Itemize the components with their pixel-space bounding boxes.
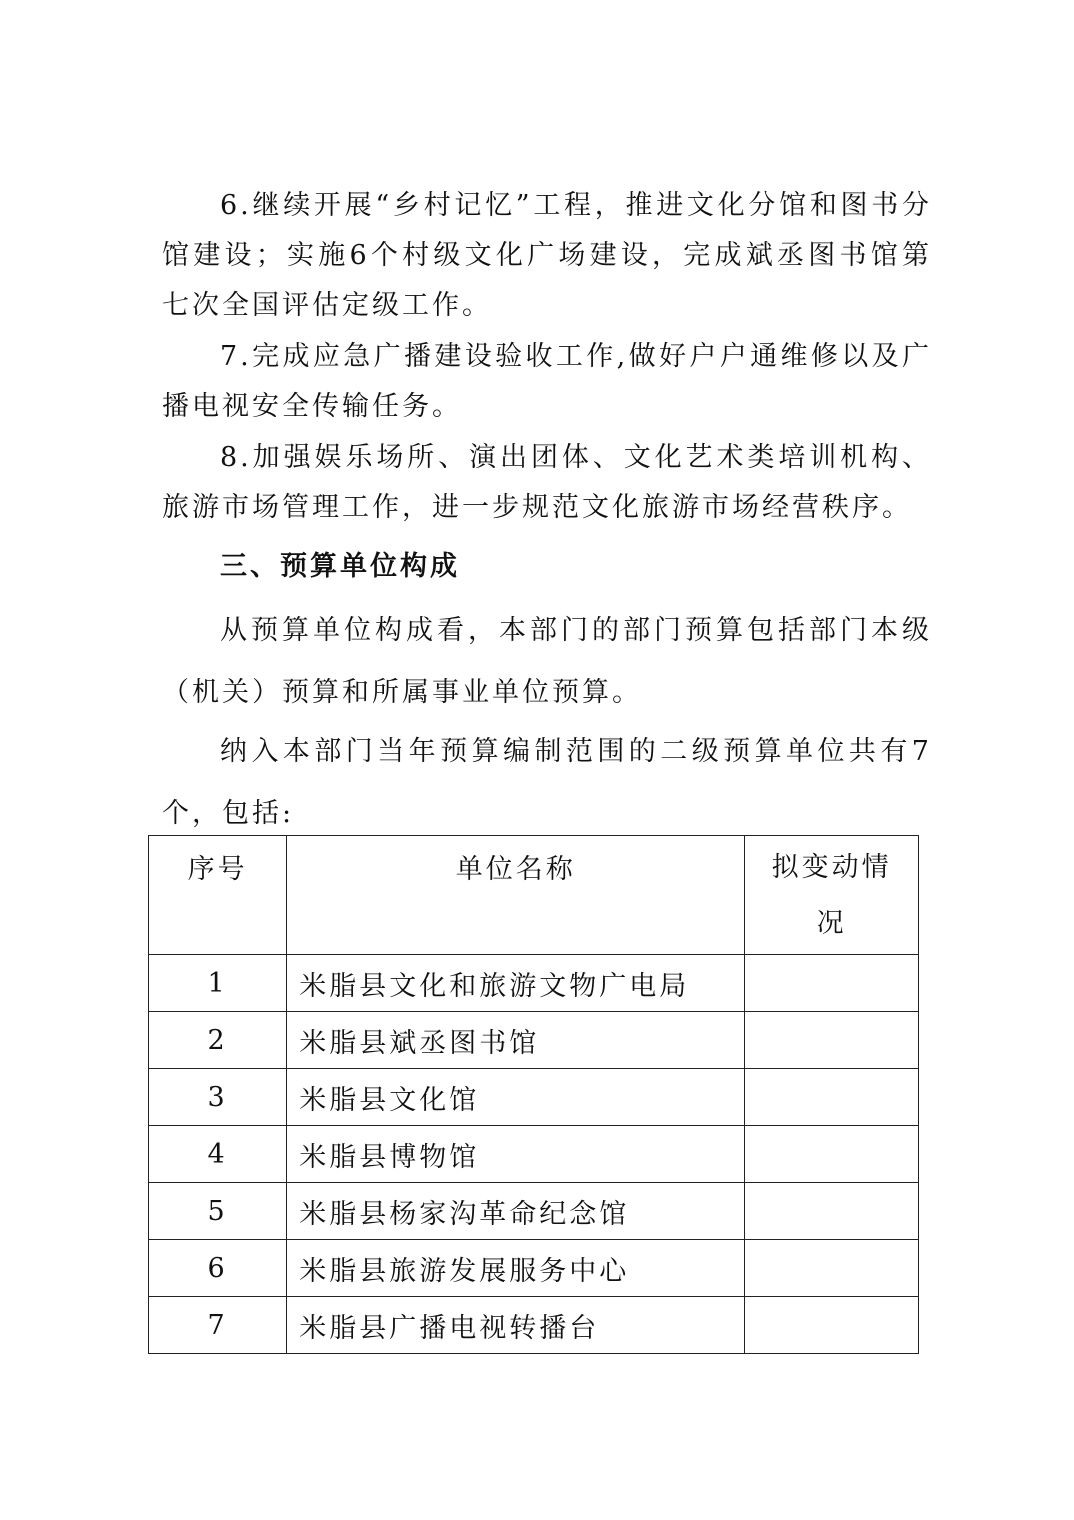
table-row [149,1183,919,1240]
row-planned-change [745,1069,919,1126]
budget-unit-table [148,835,919,1354]
section-heading: 三、预算单位构成 [220,551,460,582]
row-serial-number: 4 [149,1126,287,1183]
row-unit-name: 米脂县文化馆 [287,1069,745,1126]
row-planned-change [745,955,919,1012]
table-row [149,1297,919,1354]
header-serial-number: 序号 [149,836,287,955]
paragraph-item-8: 8.加强娱乐场所、演出团体、文化艺术类培训机构、旅游市场管理工作，进一步规范文化旅游市场经营秩序。 [162,442,932,523]
row-planned-change [745,1126,919,1183]
row-planned-change [745,1297,919,1354]
table-row [149,1126,919,1183]
paragraph-item-7: 7.完成应急广播建设验收工作,做好户户通维修以及广播电视安全传输任务。 [162,341,932,422]
table-row [149,1012,919,1069]
unit-count-paragraph: 纳入本部门当年预算编制范围的二级预算单位共有7个，包括: [162,736,932,829]
row-planned-change [745,1012,919,1069]
row-serial-number: 6 [149,1240,287,1297]
row-unit-name: 米脂县杨家沟革命纪念馆 [287,1183,745,1240]
row-serial-number: 1 [149,955,287,1012]
row-serial-number: 5 [149,1183,287,1240]
table-row [149,1069,919,1126]
row-serial-number: 7 [149,1297,287,1354]
header-planned-change: 拟变动情况 [745,836,919,955]
row-unit-name: 米脂县广播电视转播台 [287,1297,745,1354]
row-planned-change [745,1240,919,1297]
header-unit-name: 单位名称 [287,836,745,955]
composition-paragraph: 从预算单位构成看，本部门的部门预算包括部门本级（机关）预算和所属事业单位预算。 [162,615,932,708]
row-serial-number: 3 [149,1069,287,1126]
row-unit-name: 米脂县博物馆 [287,1126,745,1183]
table-row [149,955,919,1012]
row-unit-name: 米脂县文化和旅游文物广电局 [287,955,745,1012]
row-planned-change [745,1183,919,1240]
row-unit-name: 米脂县旅游发展服务中心 [287,1240,745,1297]
table-row [149,1240,919,1297]
paragraph-item-6: 6.继续开展“乡村记忆”工程，推进文化分馆和图书分馆建设；实施6个村级文化广场建设，完成斌丞图书馆第七次全国评估定级工作。 [162,190,932,321]
row-unit-name: 米脂县斌丞图书馆 [287,1012,745,1069]
table-header-row [149,836,919,955]
row-serial-number: 2 [149,1012,287,1069]
